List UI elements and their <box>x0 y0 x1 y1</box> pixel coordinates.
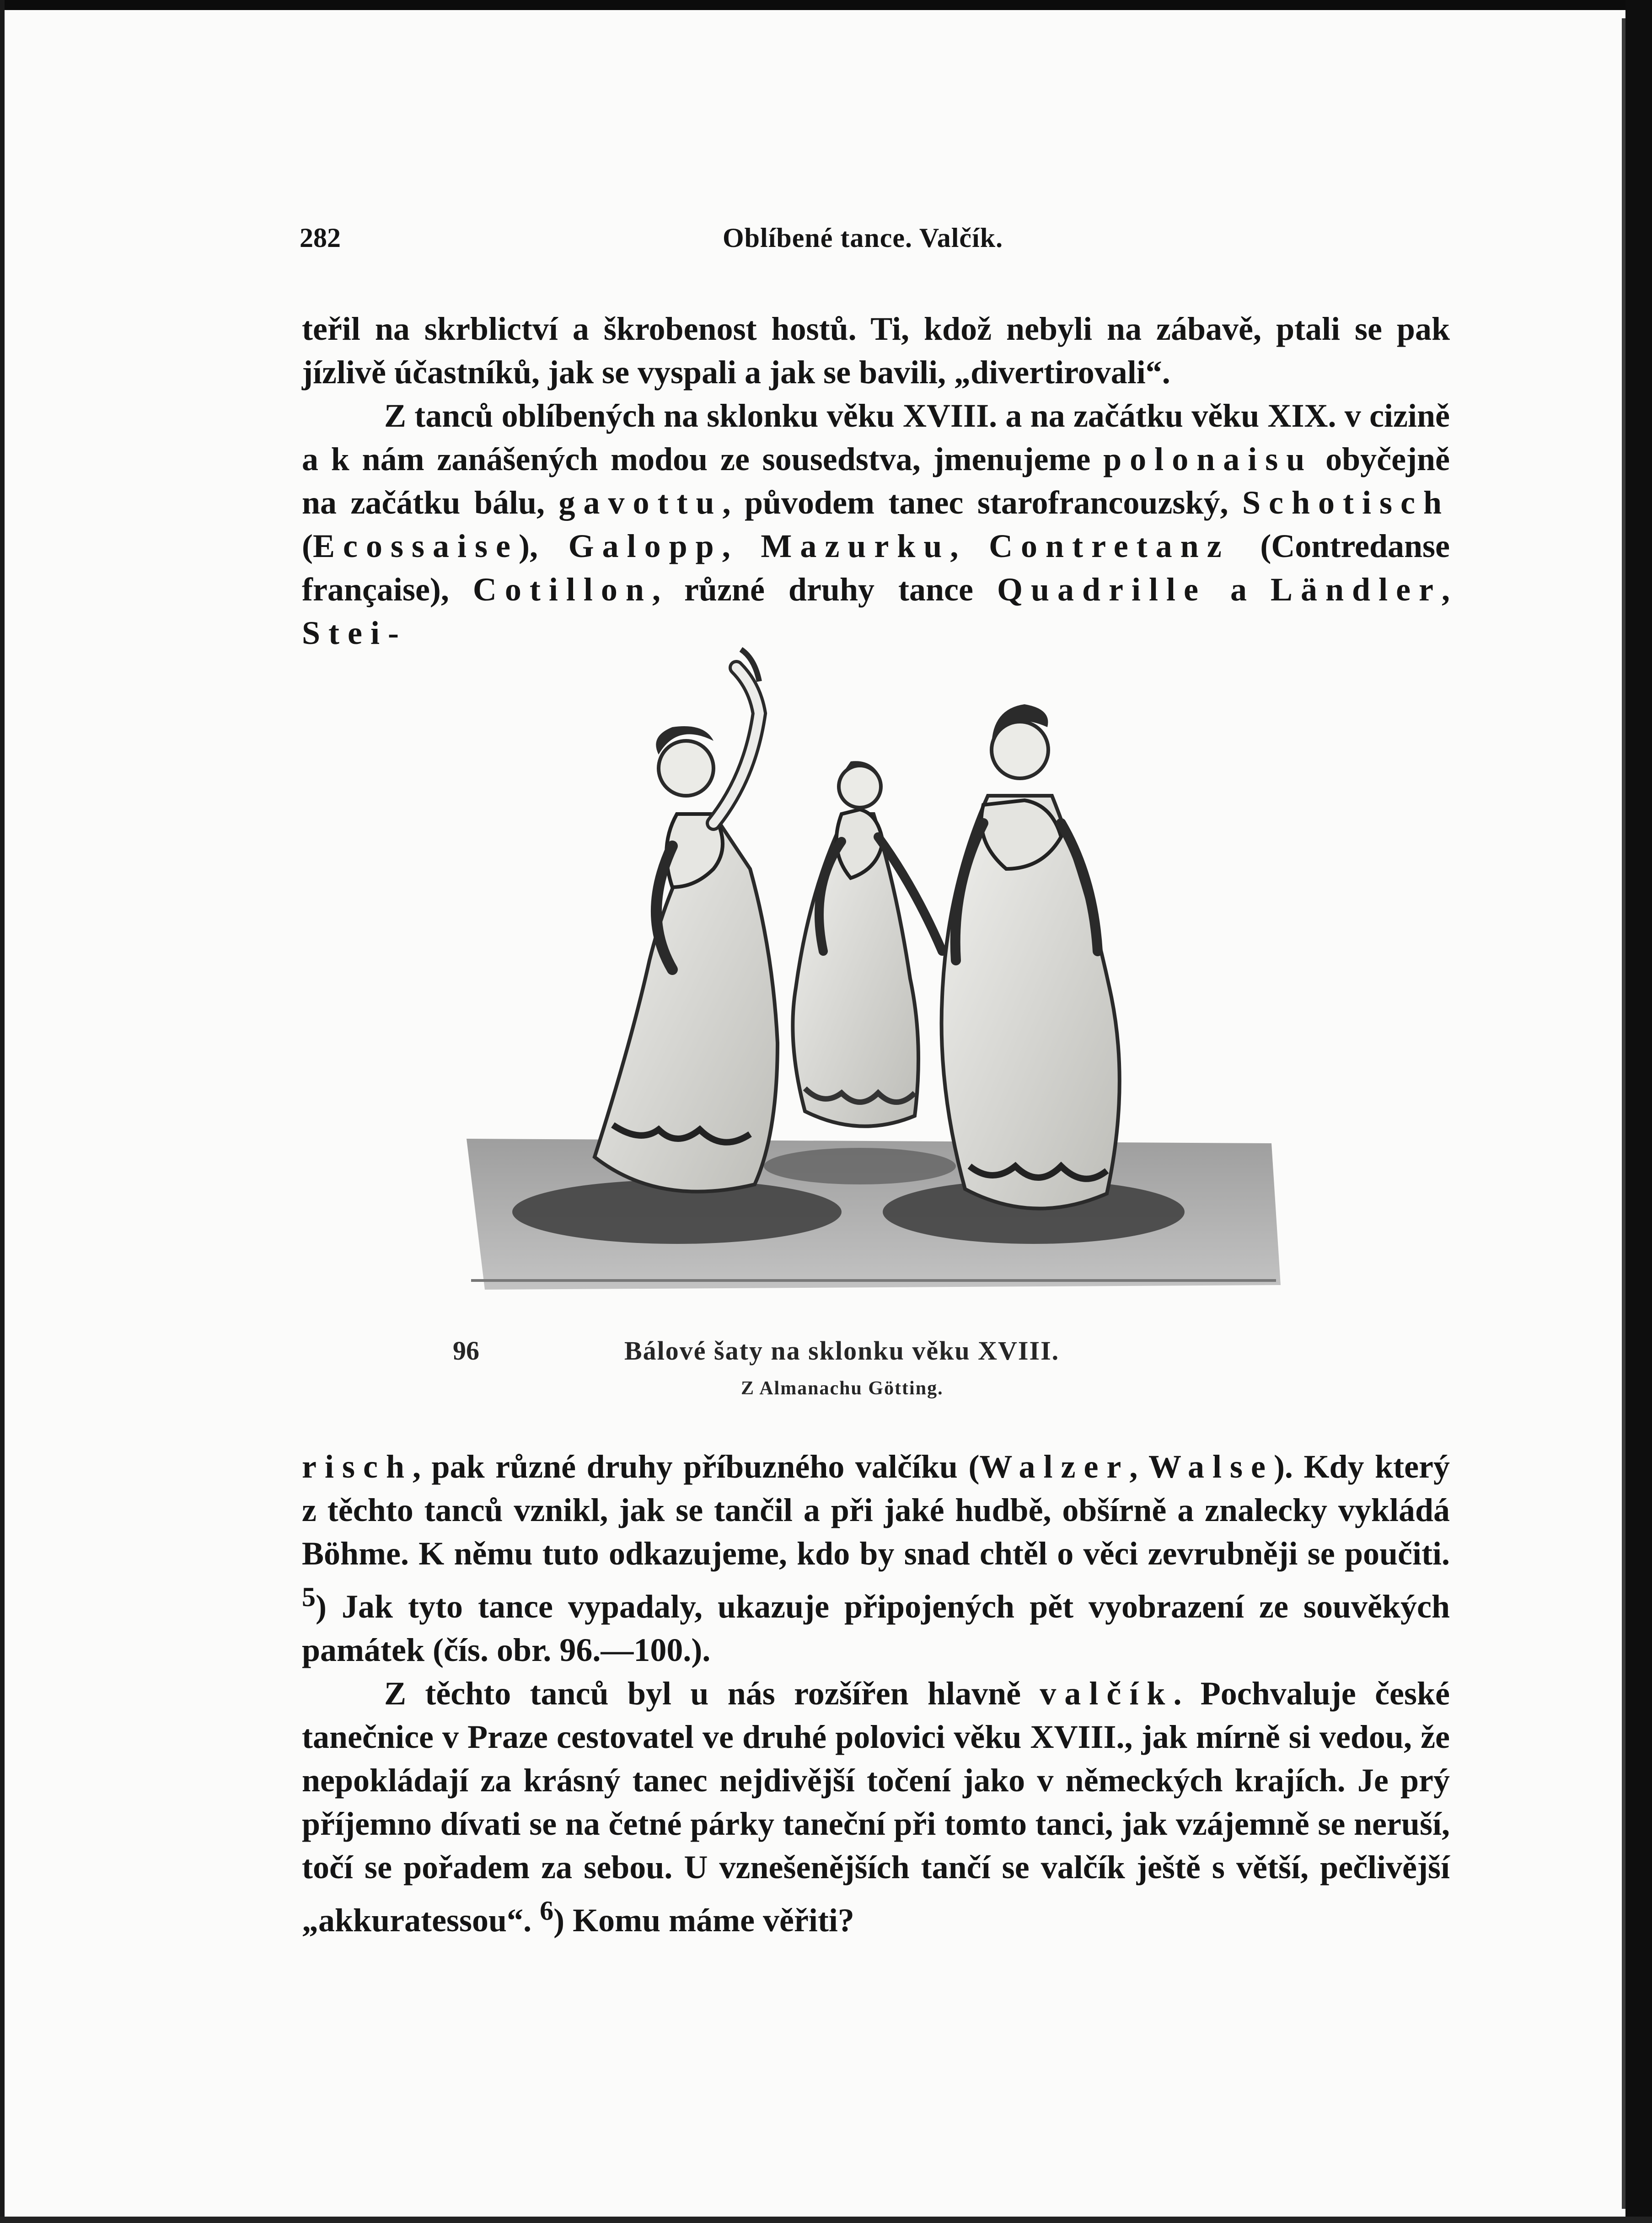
dancers-illustration <box>457 631 1294 1299</box>
dance-name-valcik: valčík <box>1040 1675 1174 1712</box>
dance-name-walzer: Walzer <box>979 1448 1130 1485</box>
text-run: a <box>1206 571 1271 608</box>
footnote-ref-6: 6 <box>540 1896 554 1926</box>
text-run: , <box>722 528 761 564</box>
paragraph-2 <box>302 394 1450 655</box>
figure-engraving-dancers <box>457 631 1294 1299</box>
dance-name-gavottu: gavottu <box>558 484 723 521</box>
right-dancer-figure <box>942 704 1120 1209</box>
dance-name-contretanz: Contretanz <box>989 528 1230 564</box>
text-run: ). Kdy který z těchto tanců vznikl, jak se tančil a při jaké hudbě, obšírně a znalecky vykládá Böhme. K němu tuto odkazujeme, kdo by snad chtěl o věci zevrubněji se poučiti. <box>302 1448 1450 1572</box>
running-title: Oblíbené tance. Valčík. <box>723 223 1003 253</box>
text-run: ), <box>518 528 569 564</box>
dance-name-ecossaise: Ecossaise <box>312 528 519 564</box>
dance-name-mazurku: Mazurku <box>761 528 950 564</box>
text-run: , <box>950 528 989 564</box>
text-run: Z těchto tanců byl u nás rozšířen hlavně <box>384 1675 1040 1712</box>
paragraph-1: teřil na skrblictví a škrobenost hostů. Ti, kdož nebyli na zábavě, ptali se pak jízlivě účastníků, jak se vyspali a jak se bavili, „divertirovali“. <box>302 311 1450 391</box>
page-number: 282 <box>300 223 341 253</box>
text-run: . Pochvaluje české tanečnice v Praze cestovatel ve druhé polovici věku XVIII., jak mírně si vedou, že nepokládají za krásný tanec nejdivější točení jako v německých krajích. Je prý příjemno dívati se na četné párky taneční při tomto tanci, jak vzájemně se neruší, točí se pořadem za sebou. U vznešenějších tančí se valčík ještě s větší, pečlivější „akkuratessou“. <box>302 1675 1450 1939</box>
dance-name-landler: Ländler <box>1270 571 1442 608</box>
left-dancer-figure <box>595 649 778 1192</box>
text-run: Z tanců oblíbených na sklonku věku XVIII. a na začátku věku XIX. v cizině a k nám zanášených modou ze sousedstva, jmenujeme <box>302 397 1450 477</box>
text-run: ) Jak tyto tance vypadaly, ukazuje připojených pět vyobrazení ze souvěkých památek (čís. obr. 96.—100.). <box>302 1588 1450 1668</box>
dance-name-polonaisu: polonaisu <box>1103 441 1313 477</box>
text-run: ) Komu máme věřiti? <box>553 1902 854 1939</box>
text-run: , původem tanec starofrancouzský, <box>722 484 1242 521</box>
top-text-block <box>302 307 1450 655</box>
bottom-text-block <box>302 1445 1450 1942</box>
text-run: , <box>1129 1448 1148 1485</box>
dance-name-schotisch: Schotisch <box>1242 484 1450 521</box>
text-run: , pak různé druhy příbuzného valčíku ( <box>412 1448 980 1485</box>
running-head <box>300 222 1068 259</box>
scan-border-bottom <box>0 2217 1652 2223</box>
paragraph-4 <box>302 1672 1450 1942</box>
dance-name-galopp: Galopp <box>568 528 722 564</box>
scan-border-right-inner <box>1622 18 1625 2209</box>
text-run: ( <box>302 528 313 564</box>
dance-name-walse: Walse <box>1148 1448 1274 1485</box>
dance-name-cotillon: Cotillon <box>472 571 652 608</box>
figure-number: 96 <box>453 1336 479 1366</box>
figure-source: Z Almanachu Götting. <box>741 1378 944 1399</box>
scan-border-left <box>0 0 5 2223</box>
dance-name-quadrille: Quadrille <box>997 571 1207 608</box>
text-run: , různé druhy tance <box>652 571 997 608</box>
scan-border-top <box>0 0 1652 10</box>
scan-border-right <box>1625 0 1652 2223</box>
dance-name-steirisch-start: Stei- <box>302 615 407 651</box>
dance-name-steirisch-end: risch <box>302 1448 413 1485</box>
paragraph-3 <box>302 1445 1450 1672</box>
middle-dancer-figure <box>793 761 942 1126</box>
floor-shading <box>467 1139 1281 1290</box>
text-run: , <box>1442 571 1450 608</box>
text-run: obyčejně na začátku bálu, <box>302 441 1450 521</box>
footnote-ref-5: 5 <box>302 1582 316 1612</box>
figure-title: Bálové šaty na sklonku věku XVIII. <box>624 1336 1060 1366</box>
text-run: (Contredanse française), <box>302 528 1450 608</box>
